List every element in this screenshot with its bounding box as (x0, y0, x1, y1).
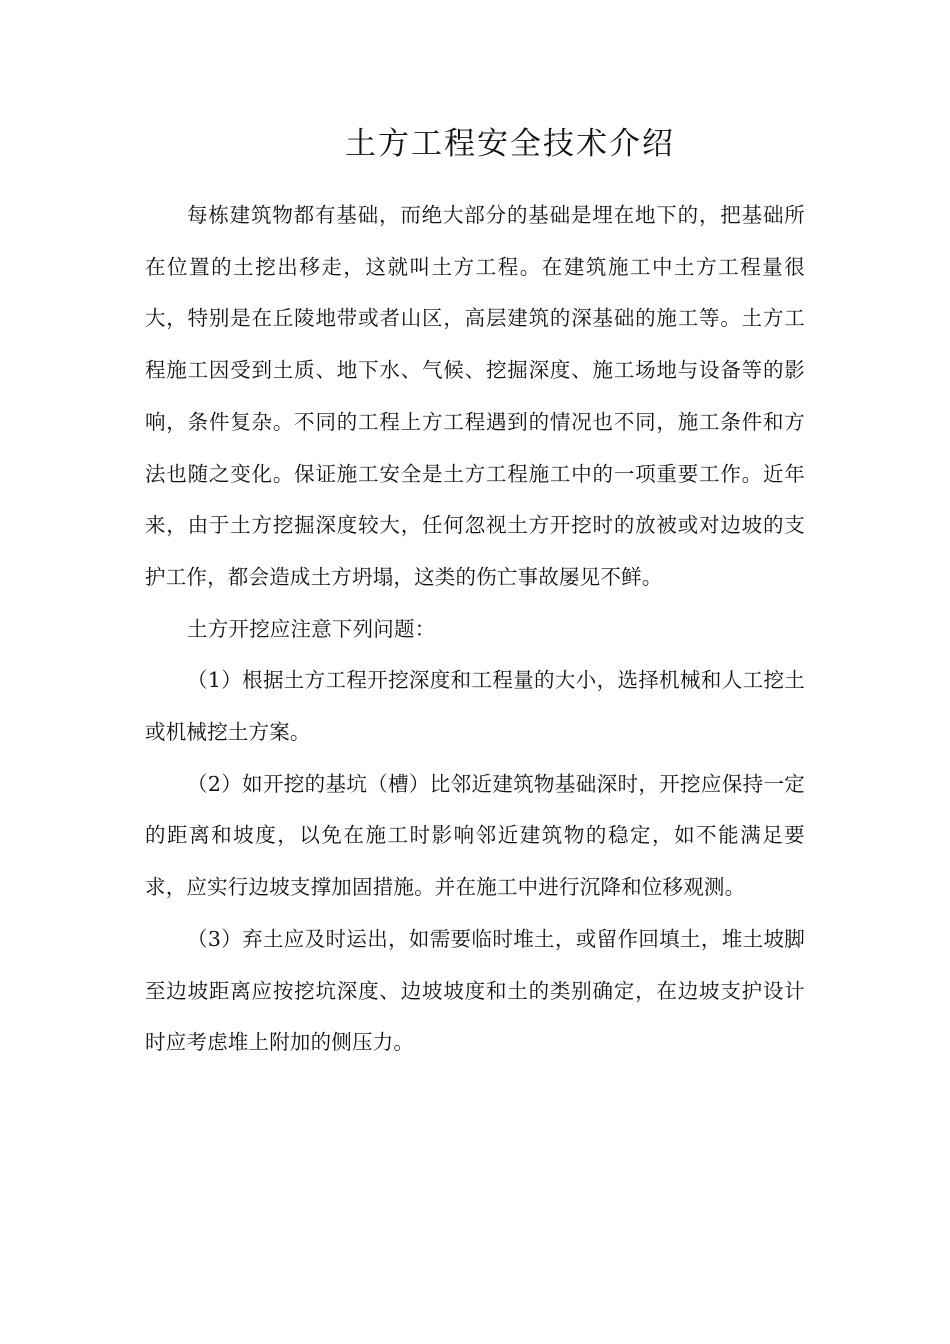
paragraph-item-2: （2）如开挖的基坑（槽）比邻近建筑物基础深时，开挖应保持一定的距离和坡度，以免在施工时影响邻近建筑物的稳定，如不能满足要求，应实行边坡支撑加固措施。并在施工中进行沉降和位移观测。 (145, 771, 805, 900)
document-title: 土方工程安全技术介绍 (345, 126, 675, 162)
paragraph-intro: 每栋建筑物都有基础，而绝大部分的基础是埋在地下的，把基础所在位置的土挖出移走，这就叫土方工程。在建筑施工中土方工程量很大，特别是在丘陵地带或者山区，高层建筑的深基础的施工等。土方工程施工因受到土质、地下水、气候、挖掘深度、施工场地与设备等的影响，条件复杂。不同的工程上方工程遇到的情况也不同，施工条件和方法也随之变化。保证施工安全是土方工程施工中的一项重要工作。近年来，由于土方挖掘深度较大，任何忽视土方开挖时的放被或对边坡的支护工作，都会造成土方坍塌，这类的伤亡事故屡见不鲜。 (145, 203, 805, 589)
paragraph-item-1: （1）根据土方工程开挖深度和工程量的大小，选择机械和人工挖土或机械挖土方案。 (145, 668, 805, 745)
paragraph-item-3: （3）弃土应及时运出，如需要临时堆土，或留作回填土，堆土坡脚至边坡距离应按挖坑深度、边坡坡度和土的类别确定，在边坡支护设计时应考虑堆上附加的侧压力。 (145, 926, 805, 1055)
document-body (145, 190, 805, 1069)
paragraph-list-heading: 土方开挖应注意下列问题： (187, 616, 436, 641)
